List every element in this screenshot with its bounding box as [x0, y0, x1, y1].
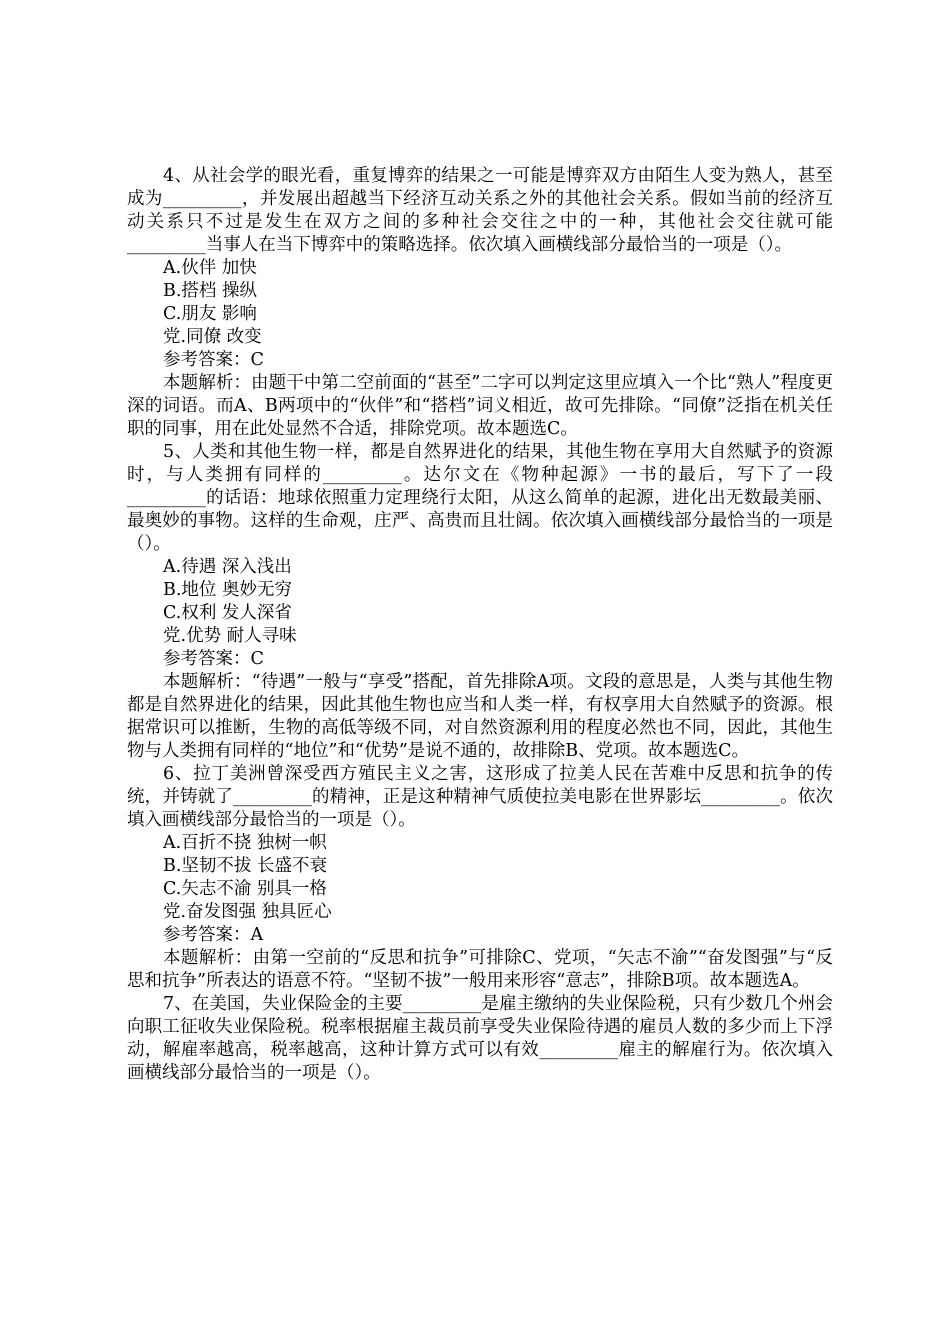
question-4	[127, 165, 833, 441]
option-a: A.伙伴 加快	[163, 258, 257, 278]
answer-line: 参考答案：C	[163, 649, 264, 669]
analysis-paragraph: 本题解析：由题干中第二空前面的“甚至”二字可以判定这里应填入一个比“熟人”程度更深的词语。而A、B两项中的“伙伴”和“搭档”词义相近，故可先排除。“同僚”泛指在机关任职的同事，用在此处显然不合适，排除党项。故本题选C。	[127, 373, 833, 439]
option-c: C.权利 发人深省	[163, 603, 292, 623]
option-d: 党.优势 耐人寻味	[163, 626, 297, 646]
option-d: 党.同僚 改变	[163, 327, 262, 347]
analysis-paragraph: 本题解析：由第一空前的“反思和抗争”可排除C、党项，“矢志不渝”“奋发图强”与“反思和抗争”所表达的语意不符。“坚韧不拔”一般用来形容“意志”，排除B项。故本题选A。	[127, 948, 833, 991]
question-7	[127, 993, 833, 1085]
document-body	[127, 165, 833, 1085]
question-stem: 7、在美国，失业保险金的主要_________是雇主缴纳的失业保险税，只有少数几个州会向职工征收失业保险税。税率根据雇主裁员前享受失业保险待遇的雇员人数的多少而上下浮动，解雇率越高，税率越高，这种计算方式可以有效_________雇主的解雇行为。依次填入画横线部分最恰当的一项是（）。	[127, 994, 833, 1083]
question-stem: 6、拉丁美洲曾深受西方殖民主义之害，这形成了拉美人民在苦难中反思和抗争的传统，并铸就了_________的精神，正是这种精神气质使拉美电影在世界影坛_________。依次填入画横线部分最恰当的一项是（）。	[127, 764, 833, 830]
option-a: A.待遇 深入浅出	[163, 557, 292, 577]
option-a: A.百折不挠 独树一帜	[163, 833, 327, 853]
question-stem: 5、人类和其他生物一样，都是自然界进化的结果，其他生物在享用大自然赋予的资源时，与人类拥有同样的_________。达尔文在《物种起源》一书的最后，写下了一段_________的话语：地球依照重力定理绕行太阳，从这么简单的起源，进化出无数最美丽、最奥妙的事物。这样的生命观，庄严、高贵而且壮阔。依次填入画横线部分最恰当的一项是（）。	[127, 442, 833, 554]
option-c: C.朋友 影响	[163, 304, 257, 324]
question-5	[127, 441, 833, 763]
option-c: C.矢志不渝 别具一格	[163, 879, 327, 899]
question-stem: 4、从社会学的眼光看，重复博弈的结果之一可能是博弈双方由陌生人变为熟人，甚至成为_________，并发展出超越当下经济互动关系之外的其他社会关系。假如当前的经济互动关系只不过是发生在双方之间的多种社会交往之中的一种，其他社会交往就可能_________当事人在当下博弈中的策略选择。依次填入画横线部分最恰当的一项是（）。	[127, 166, 833, 255]
answer-line: 参考答案：C	[163, 350, 264, 370]
option-b: B.坚韧不拔 长盛不衰	[163, 856, 327, 876]
question-6	[127, 763, 833, 993]
option-d: 党.奋发图强 独具匠心	[163, 902, 332, 922]
option-b: B.搭档 操纵	[163, 281, 257, 301]
option-b: B.地位 奥妙无穷	[163, 580, 292, 600]
answer-line: 参考答案：A	[163, 925, 264, 945]
analysis-paragraph: 本题解析：“待遇”一般与“享受”搭配，首先排除A项。文段的意思是，人类与其他生物都是自然界进化的结果，因此其他生物也应当和人类一样，有权享用大自然赋予的资源。根据常识可以推断，生物的高低等级不同，对自然资源利用的程度必然也不同，因此，其他生物与人类拥有同样的“地位”和“优势”是说不通的，故排除B、党项。故本题选C。	[127, 672, 833, 761]
